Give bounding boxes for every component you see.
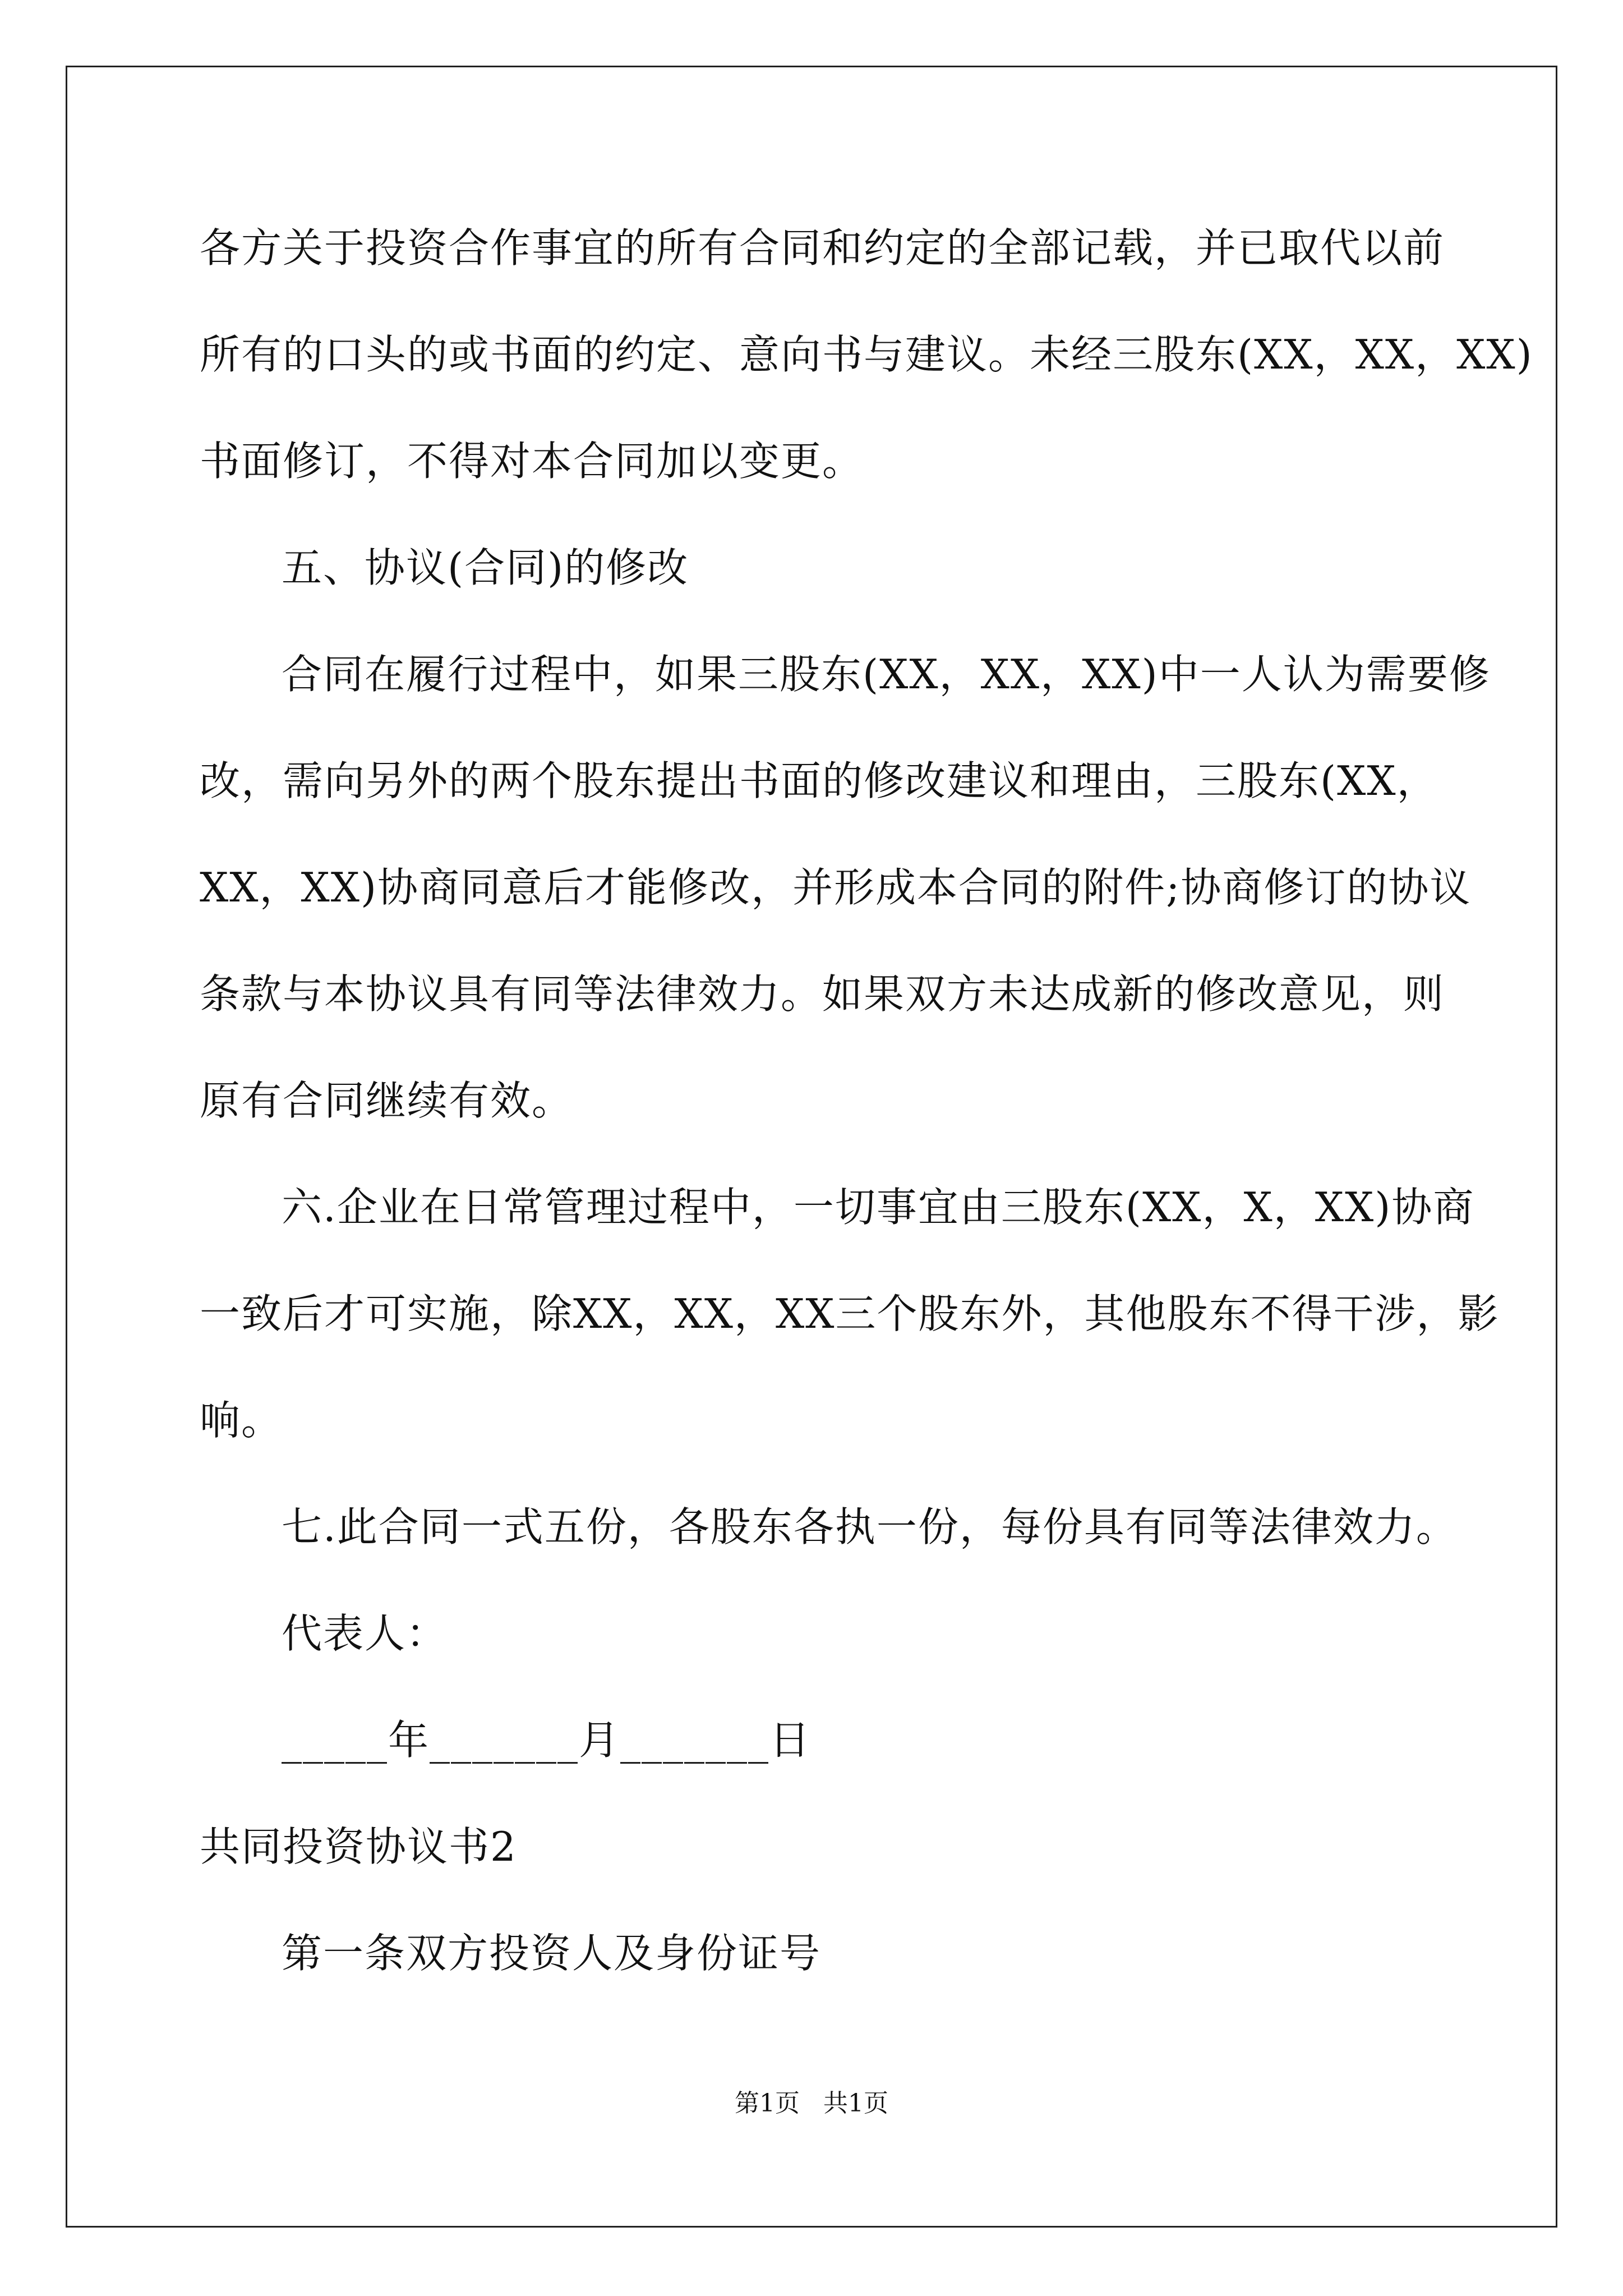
paragraph-line: 所有的口头的或书面的约定、意向书与建议。未经三股东(XX，XX，XX) — [200, 331, 1533, 378]
paragraph-line: 改，需向另外的两个股东提出书面的修改建议和理由，三股东(XX， — [200, 757, 1438, 804]
representative-label: 代表人： — [282, 1610, 448, 1657]
article-heading: 第一条双方投资人及身份证号 — [282, 1930, 822, 1977]
paragraph-line: 一致后才可实施，除XX，XX，XX三个股东外，其他股东不得干涉，影 — [200, 1290, 1500, 1337]
paragraph-line: 六.企业在日常管理过程中，一切事宜由三股东(XX，X，XX)协商 — [282, 1184, 1475, 1231]
page-number: 第1页 共1页 — [735, 2089, 888, 2118]
section-heading: 五、协议(合同)的修改 — [282, 544, 689, 591]
page-border — [66, 66, 1557, 2228]
document-title: 共同投资协议书2 — [200, 1823, 517, 1870]
paragraph-line: 各方关于投资合作事宜的所有合同和约定的全部记载，并已取代以前 — [200, 224, 1445, 272]
paragraph-line: 七.此合同一式五份，各股东各执一份，每份具有同等法律效力。 — [282, 1503, 1458, 1550]
paragraph-line: 书面修订，不得对本合同加以变更。 — [200, 438, 864, 485]
paragraph-line: XX，XX)协商同意后才能修改，并形成本合同的附件;协商修订的协议 — [200, 864, 1472, 911]
paragraph-line: 原有合同继续有效。 — [200, 1077, 574, 1124]
paragraph-line: 条款与本协议具有同等法律效力。如果双方未达成新的修改意见，则 — [200, 970, 1445, 1018]
date-line: _____年_______月_______日 — [282, 1717, 811, 1764]
paragraph-line: 合同在履行过程中，如果三股东(XX，XX，XX)中一人认为需要修 — [282, 651, 1491, 698]
paragraph-line: 响。 — [200, 1397, 283, 1444]
